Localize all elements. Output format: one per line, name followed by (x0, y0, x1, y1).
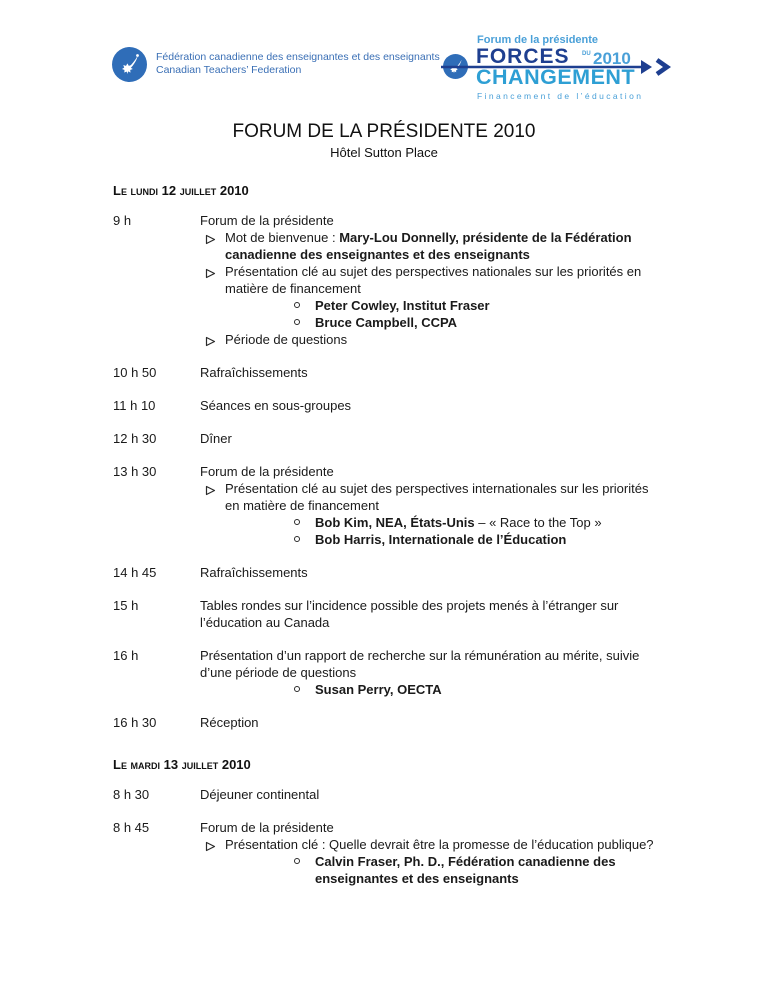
schedule-line (200, 397, 662, 414)
day-heading: Le mardi 13 juillet 2010 (113, 757, 251, 772)
item-content (200, 819, 662, 887)
time-label: 15 h (113, 598, 139, 613)
schedule-row (113, 714, 662, 731)
schedule-line (200, 531, 662, 548)
line-text: Peter Cowley, Institut Fraser (315, 298, 490, 313)
line-text: Bob Kim, NEA, États-Unis – « Race to the Top » (315, 515, 602, 530)
line-text: Présentation clé au sujet des perspectives nationales sur les priorités en matière de financement (225, 264, 642, 296)
item-content (200, 212, 662, 348)
schedule-line (200, 564, 662, 581)
item-content (200, 564, 662, 581)
item-content (200, 397, 662, 414)
schedule-row (113, 212, 662, 348)
schedule-line (200, 263, 662, 297)
time-label: 9 h (113, 213, 132, 228)
ctf-logo-text (156, 47, 440, 77)
schedule-line (200, 514, 662, 531)
title-block (0, 120, 768, 162)
item-content (200, 364, 662, 381)
time-label: 12 h 30 (113, 431, 157, 446)
line-text: Susan Perry, OECTA (315, 682, 442, 697)
time-label: 14 h 45 (113, 565, 157, 580)
ctf-logo-line-en: Canadian Teachers’ Federation (156, 64, 302, 76)
schedule-row (113, 397, 662, 414)
schedule-row (113, 597, 662, 631)
arrow-bullet-icon (205, 483, 216, 494)
day-heading: Le lundi 12 juillet 2010 (113, 183, 249, 198)
schedule-line (200, 681, 662, 698)
item-content (200, 430, 662, 447)
line-text: Présentation clé : Quelle devrait être la promesse de l’éducation publique? (225, 837, 654, 852)
time-label: 11 h 10 (113, 398, 156, 413)
schedule-line (200, 480, 662, 514)
line-text: Déjeuner continental (200, 787, 320, 802)
arrow-bullet-icon (205, 266, 216, 277)
time-label: 10 h 50 (113, 365, 157, 380)
forum-year: 2010 (593, 49, 631, 68)
schedule-line (200, 463, 662, 480)
ctf-logo-line-fr: Fédération canadienne des enseignantes et des enseignants (156, 51, 440, 63)
line-text: Tables rondes sur l’incidence possible des projets menés à l’étranger sur l’éducation au Canada (200, 598, 619, 630)
schedule-line (200, 714, 662, 731)
line-text: Rafraîchissements (200, 565, 308, 580)
line-text: Présentation clé au sujet des perspectives internationales sur les priorités en matière de financement (225, 481, 649, 513)
forum-word-forces: FORCES (476, 45, 570, 68)
line-text: Période de questions (225, 332, 348, 347)
line-text: Rafraîchissements (200, 365, 308, 380)
schedule-line (200, 364, 662, 381)
item-content (200, 597, 662, 631)
circle-bullet-icon (294, 858, 300, 864)
line-text: Dîner (200, 431, 232, 446)
line-text: Réception (200, 715, 259, 730)
time-label: 8 h 30 (113, 787, 150, 802)
forum-word-changement: CHANGEMENT (476, 65, 636, 89)
arrow-bullet-icon (205, 839, 216, 850)
schedule-line (200, 229, 662, 263)
arrow-bullet-icon (205, 232, 216, 243)
ctf-maple-leaf-icon (112, 47, 147, 87)
schedule-row (113, 364, 662, 381)
line-text: Forum de la présidente (200, 213, 334, 228)
line-text: Séances en sous-groupes (200, 398, 352, 413)
schedule-row (113, 463, 662, 548)
schedule-line (200, 297, 662, 314)
schedule-row (113, 819, 662, 887)
circle-bullet-icon (294, 302, 300, 308)
line-text: Calvin Fraser, Ph. D., Fédération canadienne des enseignantes et des enseignants (315, 854, 616, 886)
schedule-line (200, 836, 662, 853)
ctf-logo-block (112, 47, 440, 87)
line-text: Mot de bienvenue : Mary-Lou Donnelly, présidente de la Fédération canadienne des enseignantes et des enseignants (225, 230, 632, 262)
schedule-line (200, 331, 662, 348)
line-text: Forum de la présidente (200, 820, 334, 835)
forum-tagline-top: Forum de la présidente (477, 34, 599, 46)
schedule-row (113, 564, 662, 581)
schedule-row (113, 430, 662, 447)
schedule-line (200, 212, 662, 229)
page-title: FORUM DE LA PRÉSIDENTE 2010 (232, 121, 536, 142)
time-label: 13 h 30 (113, 464, 157, 479)
schedule (113, 182, 662, 887)
schedule-line (200, 314, 662, 331)
schedule-line (200, 786, 662, 803)
item-content (200, 463, 662, 548)
circle-bullet-icon (294, 686, 300, 692)
schedule-line (200, 597, 662, 631)
item-content (200, 786, 662, 803)
schedule-row (113, 647, 662, 698)
line-text: Forum de la présidente (200, 464, 334, 479)
line-text: Présentation d’un rapport de recherche sur la rémunération au mérite, suivie d’une période de questions (200, 648, 640, 680)
forum-2010-logo (443, 34, 681, 106)
forum-word-du: DU (582, 51, 591, 57)
item-content (200, 714, 662, 731)
schedule-line (200, 430, 662, 447)
schedule-line (200, 819, 662, 836)
venue-subtitle: Hôtel Sutton Place (330, 145, 438, 160)
schedule-line (200, 647, 662, 681)
circle-bullet-icon (294, 319, 300, 325)
arrow-bullet-icon (205, 334, 216, 345)
schedule-line (200, 853, 662, 887)
forum-tagline-bottom: Financement de l’éducation (477, 91, 644, 101)
schedule-row (113, 786, 662, 803)
circle-bullet-icon (294, 519, 300, 525)
time-label: 16 h (113, 648, 139, 663)
time-label: 8 h 45 (113, 820, 150, 835)
line-text: Bruce Campbell, CCPA (315, 315, 458, 330)
line-text: Bob Harris, Internationale de l’Éducation (315, 532, 567, 547)
item-content (200, 647, 662, 698)
page-header (0, 0, 768, 118)
circle-bullet-icon (294, 536, 300, 542)
time-label: 16 h 30 (113, 715, 157, 730)
